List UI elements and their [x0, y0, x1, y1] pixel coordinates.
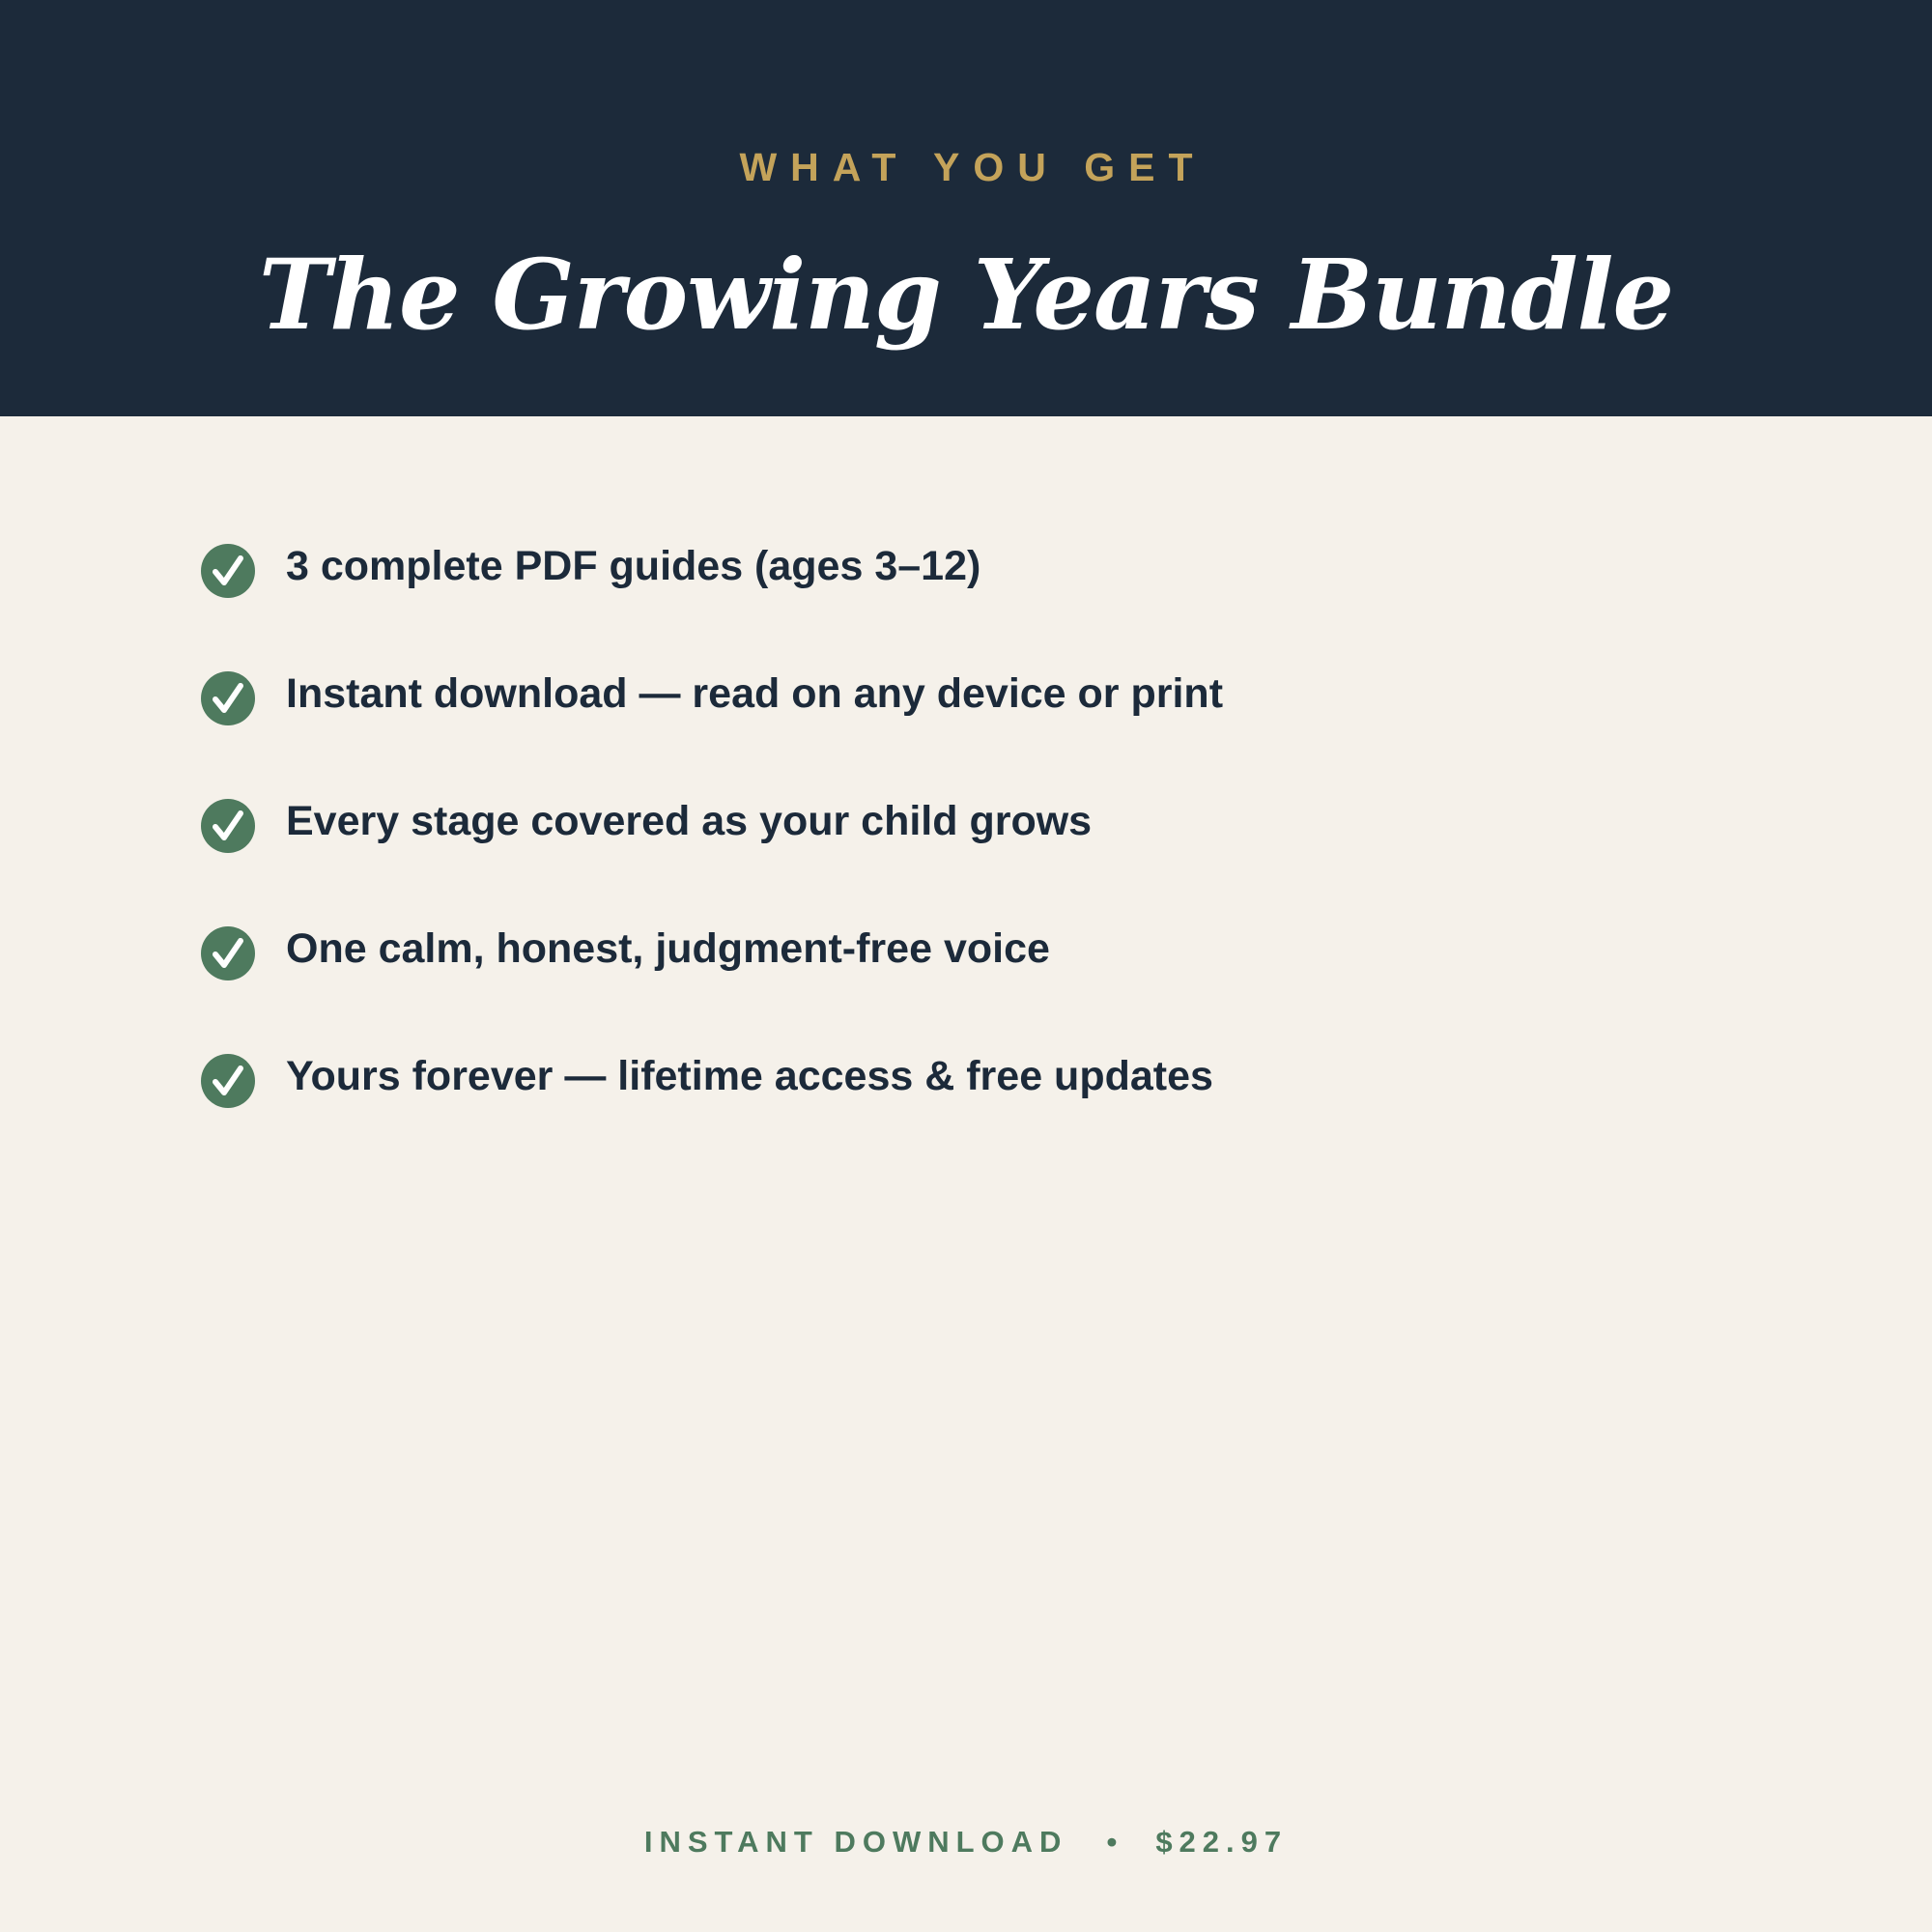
eyebrow-label: WHAT YOU GET	[739, 145, 1207, 189]
feature-text: Yours forever — lifetime access & free updates	[286, 1053, 1213, 1099]
check-circle-icon	[201, 544, 255, 598]
check-circle-icon	[201, 1054, 255, 1108]
check-circle-icon	[201, 926, 255, 980]
check-circle-icon	[201, 671, 255, 725]
check-circle-icon	[201, 799, 255, 853]
page-title: The Growing Years Bundle	[258, 238, 1674, 352]
footer-bar	[0, 1818, 1932, 1866]
feature-item	[201, 665, 1747, 723]
feature-item	[201, 920, 1747, 978]
feature-text: 3 complete PDF guides (ages 3–12)	[286, 543, 981, 589]
feature-text: Every stage covered as your child grows	[286, 798, 1093, 844]
price-tag: $22.97	[1155, 1825, 1289, 1859]
feature-item	[201, 537, 1747, 595]
feature-item	[201, 792, 1747, 850]
footer-separator: •	[1106, 1825, 1118, 1859]
feature-item	[201, 1047, 1747, 1105]
feature-text: Instant download — read on any device or print	[286, 670, 1224, 717]
footer-label: INSTANT DOWNLOAD	[643, 1825, 1068, 1859]
feature-text: One calm, honest, judgment-free voice	[286, 925, 1050, 972]
